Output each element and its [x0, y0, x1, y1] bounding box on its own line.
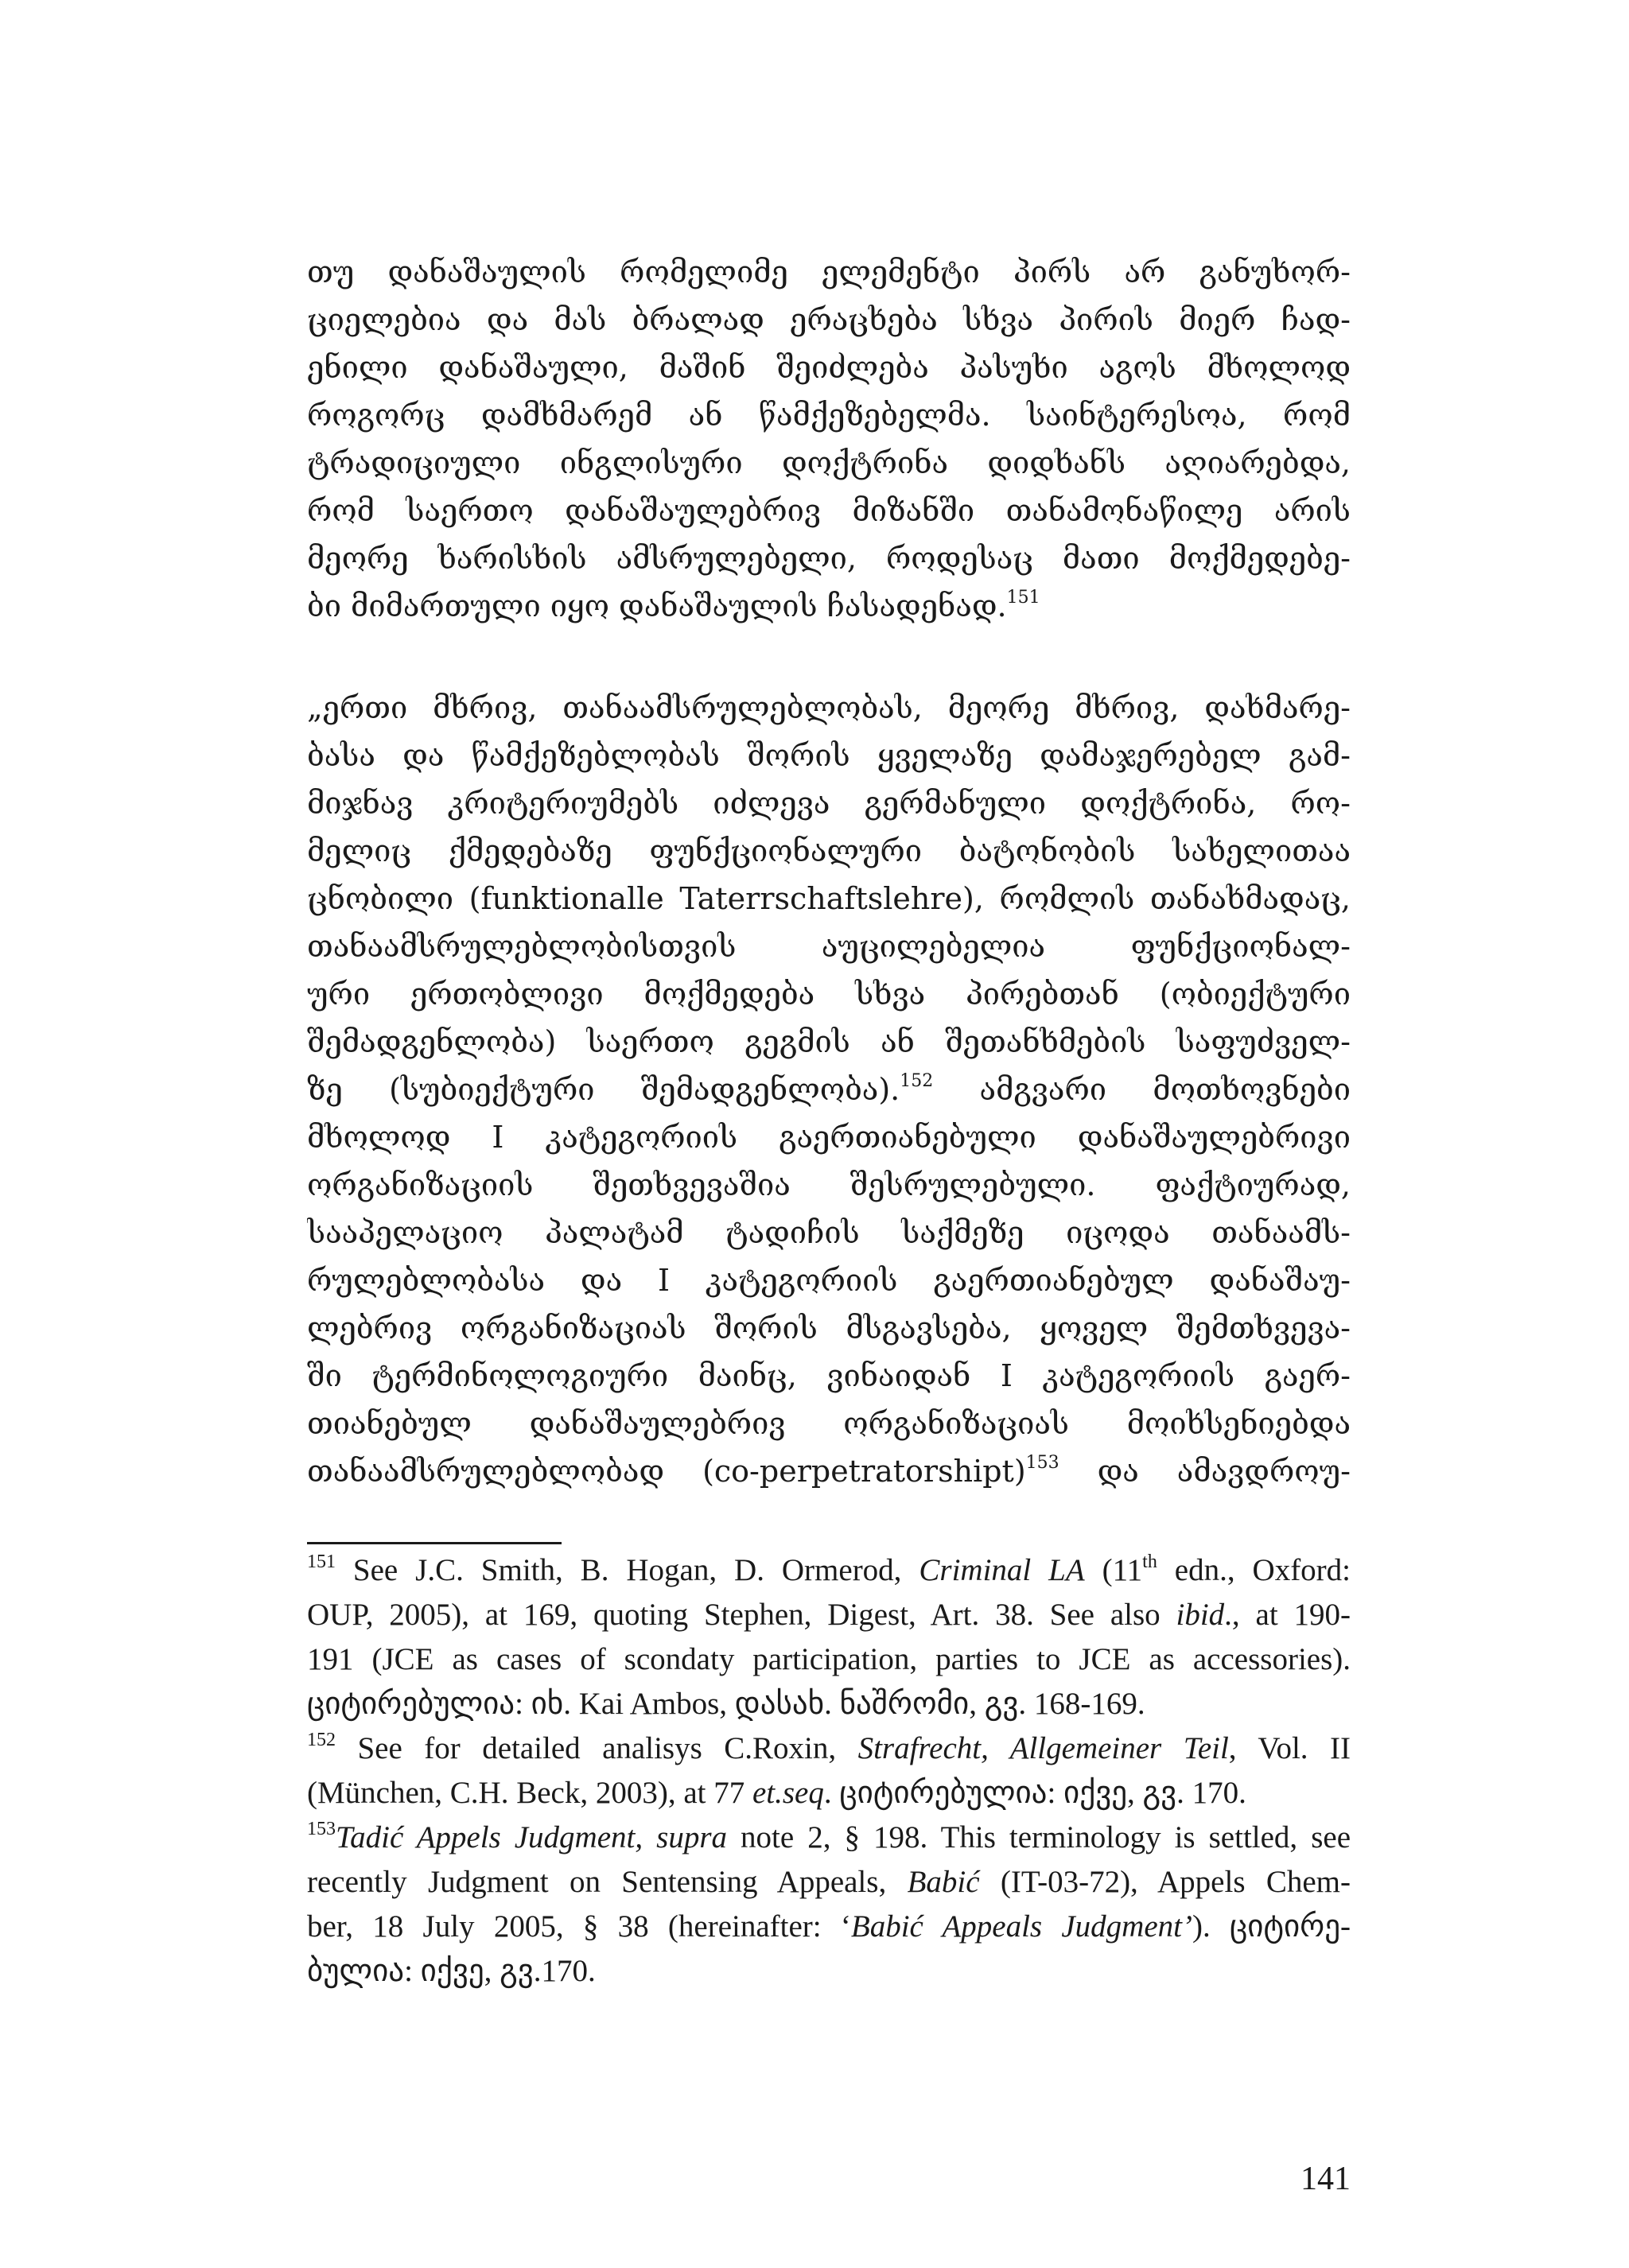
text-fragment: et.seq: [752, 1776, 824, 1810]
text-fragment: edn., Oxford:: [1157, 1553, 1351, 1587]
text-line: როგორც დამხმარემ ან წამქეზებელმა. საინტერესოა, რომ: [307, 398, 1351, 433]
text-fragment: თანაამსრულებლობად (co-perpetratorshipt): [307, 1454, 1026, 1489]
text-fragment: (IT-03-72), Appels Chem-: [979, 1865, 1351, 1899]
text-line: თუ დანაშაულის რომელიმე ელემენტი პირს არ განუხორ-: [307, 254, 1351, 289]
footnotes: [307, 1548, 1351, 1994]
text-line: სააპელაციო პალატამ ტადიჩის საქმეზე იცოდა თანაამს-: [307, 1215, 1351, 1250]
footnote-ref-151[interactable]: 151: [1006, 588, 1040, 608]
text-fragment: და ამავდროუ-: [1059, 1454, 1351, 1489]
text-fragment: (11: [1084, 1553, 1143, 1587]
text-line: ლებრივ ორგანიზაციას შორის მსგავსება, ყოველ შემთხვევა-: [307, 1311, 1351, 1346]
footnote-151-line: [307, 1548, 1351, 1593]
text-line: თიანებულ დანაშაულებრივ ორგანიზაციას მოიხსენიებდა: [307, 1406, 1351, 1441]
text-fragment: ამგვარი მოთხოვნები: [933, 1072, 1351, 1107]
text-fragment: OUP, 2005), at 169, quoting Stephen, Digest, Art. 38. See also: [307, 1598, 1176, 1632]
text-line: ში ტერმინოლოგიური მაინც, ვინაიდან I კატეგორიის გაერ-: [307, 1358, 1351, 1393]
footnote-153-line: ბულია: იქვე, გვ.170.: [307, 1954, 596, 1988]
text-line: ტრადიციული ინგლისური დოქტრინა დიდხანს აღიარებდა,: [307, 445, 1351, 480]
text-fragment: th: [1142, 1551, 1157, 1572]
text-fragment: Babić: [907, 1865, 980, 1899]
text-line: [307, 1066, 1351, 1113]
paragraph-1: [307, 248, 1351, 630]
text-line: ცნობილი (funktionalle Taterrschaftslehre), რომლის თანახმადაც,: [307, 881, 1351, 916]
text-fragment: Babić Appeals Judgment’: [850, 1909, 1192, 1944]
text-line: ორგანიზაციის შეთხვევაშია შესრულებული. ფაქტიურად,: [307, 1167, 1351, 1202]
text-line: რულებლობასა და I კატეგორიის გაერთიანებულ დანაშაუ-: [307, 1263, 1351, 1298]
text-fragment: . ციტირებულია: იქვე, გვ. 170.: [823, 1776, 1246, 1810]
text-line: ური ერთობლივი მოქმედება სხვა პირებთან (ობიექტური: [307, 977, 1351, 1012]
text-fragment: Tadić Appels Judgment, supra: [336, 1820, 727, 1854]
footnote-151-line: 191 (JCE as cases of scondaty participation, parties to JCE as accessories).: [307, 1642, 1351, 1676]
text-fragment: note 2, § 198. This terminology is settled, see: [727, 1820, 1351, 1854]
text-line: მიჯნავ კრიტერიუმებს იძლევა გერმანული დოქტრინა, რო-: [307, 786, 1351, 821]
footnote-152-line: [307, 1771, 1351, 1816]
text-line: [307, 1447, 1351, 1495]
footnote-152-line: [307, 1726, 1351, 1771]
text-fragment: Strafrecht, Allgemeiner Teil: [857, 1731, 1229, 1765]
text-line: მელიც ქმედებაზე ფუნქციონალური ბატონობის სახელითაა: [307, 833, 1351, 868]
text-fragment: See for detailed analisys C.Roxin,: [336, 1731, 858, 1765]
text-fragment: Criminal LA: [919, 1553, 1085, 1587]
footnote-153-line: [307, 1816, 1351, 1860]
text-fragment: ibid: [1176, 1598, 1225, 1632]
footnote-153-line: [307, 1860, 1351, 1905]
text-line: [307, 582, 1351, 630]
text-fragment: ). ციტირე-: [1192, 1909, 1351, 1944]
text-fragment: ზე (სუბიექტური შემადგენლობა).: [307, 1072, 900, 1107]
page-number: 141: [1300, 2161, 1351, 2197]
text-line: რომ საერთო დანაშაულებრივ მიზანში თანამონაწილე არის: [307, 493, 1351, 528]
text-fragment: recently Judgment on Sentensing Appeals,: [307, 1865, 908, 1899]
footnote-number: 152: [307, 1730, 336, 1750]
text-line: შემადგენლობა) საერთო გეგმის ან შეთანხმების საფუძველ-: [307, 1024, 1351, 1059]
footnote-divider: [307, 1542, 562, 1544]
footnote-151-line: [307, 1593, 1351, 1637]
text-fragment: ., at 190-: [1224, 1598, 1351, 1632]
footnote-number: 151: [307, 1551, 336, 1572]
text-line: ბასა და წამქეზებლობას შორის ყველაზე დამაჯერებელ გამ-: [307, 738, 1351, 773]
text-line: მეორე ხარისხის ამსრულებელი, როდესაც მათი მოქმედებე-: [307, 541, 1351, 576]
text-line: ციელებია და მას ბრალად ერაცხება სხვა პირის მიერ ჩად-: [307, 302, 1351, 337]
footnote-ref-153[interactable]: 153: [1025, 1453, 1059, 1473]
text-line: „ერთი მხრივ, თანაამსრულებლობას, მეორე მხრივ, დახმარე-: [307, 690, 1351, 725]
text-line: თანაამსრულებლობისთვის აუცილებელია ფუნქციონალ-: [307, 929, 1351, 964]
text-line: ენილი დანაშაული, მაშინ შეიძლება პასუხი აგოს მხოლოდ: [307, 350, 1351, 385]
footnote-153-line: [307, 1905, 1351, 1949]
text-fragment: ბი მიმართული იყო დანაშაულის ჩასადენად.: [307, 588, 1007, 623]
text-fragment: , Vol. II: [1228, 1731, 1351, 1765]
footnote-151-line: ციტირებულია: იხ. Kai Ambos, დასახ. ნაშრომი, გვ. 168-169.: [307, 1687, 1145, 1721]
footnote-number: 153: [307, 1819, 336, 1839]
footnote-ref-152[interactable]: 152: [900, 1071, 934, 1091]
text-fragment: See J.C. Smith, B. Hogan, D. Ormerod,: [336, 1553, 919, 1587]
text-line: მხოლოდ I კატეგორიის გაერთიანებული დანაშაულებრივი: [307, 1120, 1351, 1155]
text-fragment: ber, 18 July 2005, § 38 (hereinafter: ‘: [307, 1909, 851, 1944]
paragraph-2: [307, 684, 1351, 1495]
text-fragment: (München, C.H. Beck, 2003), at 77: [307, 1776, 752, 1810]
